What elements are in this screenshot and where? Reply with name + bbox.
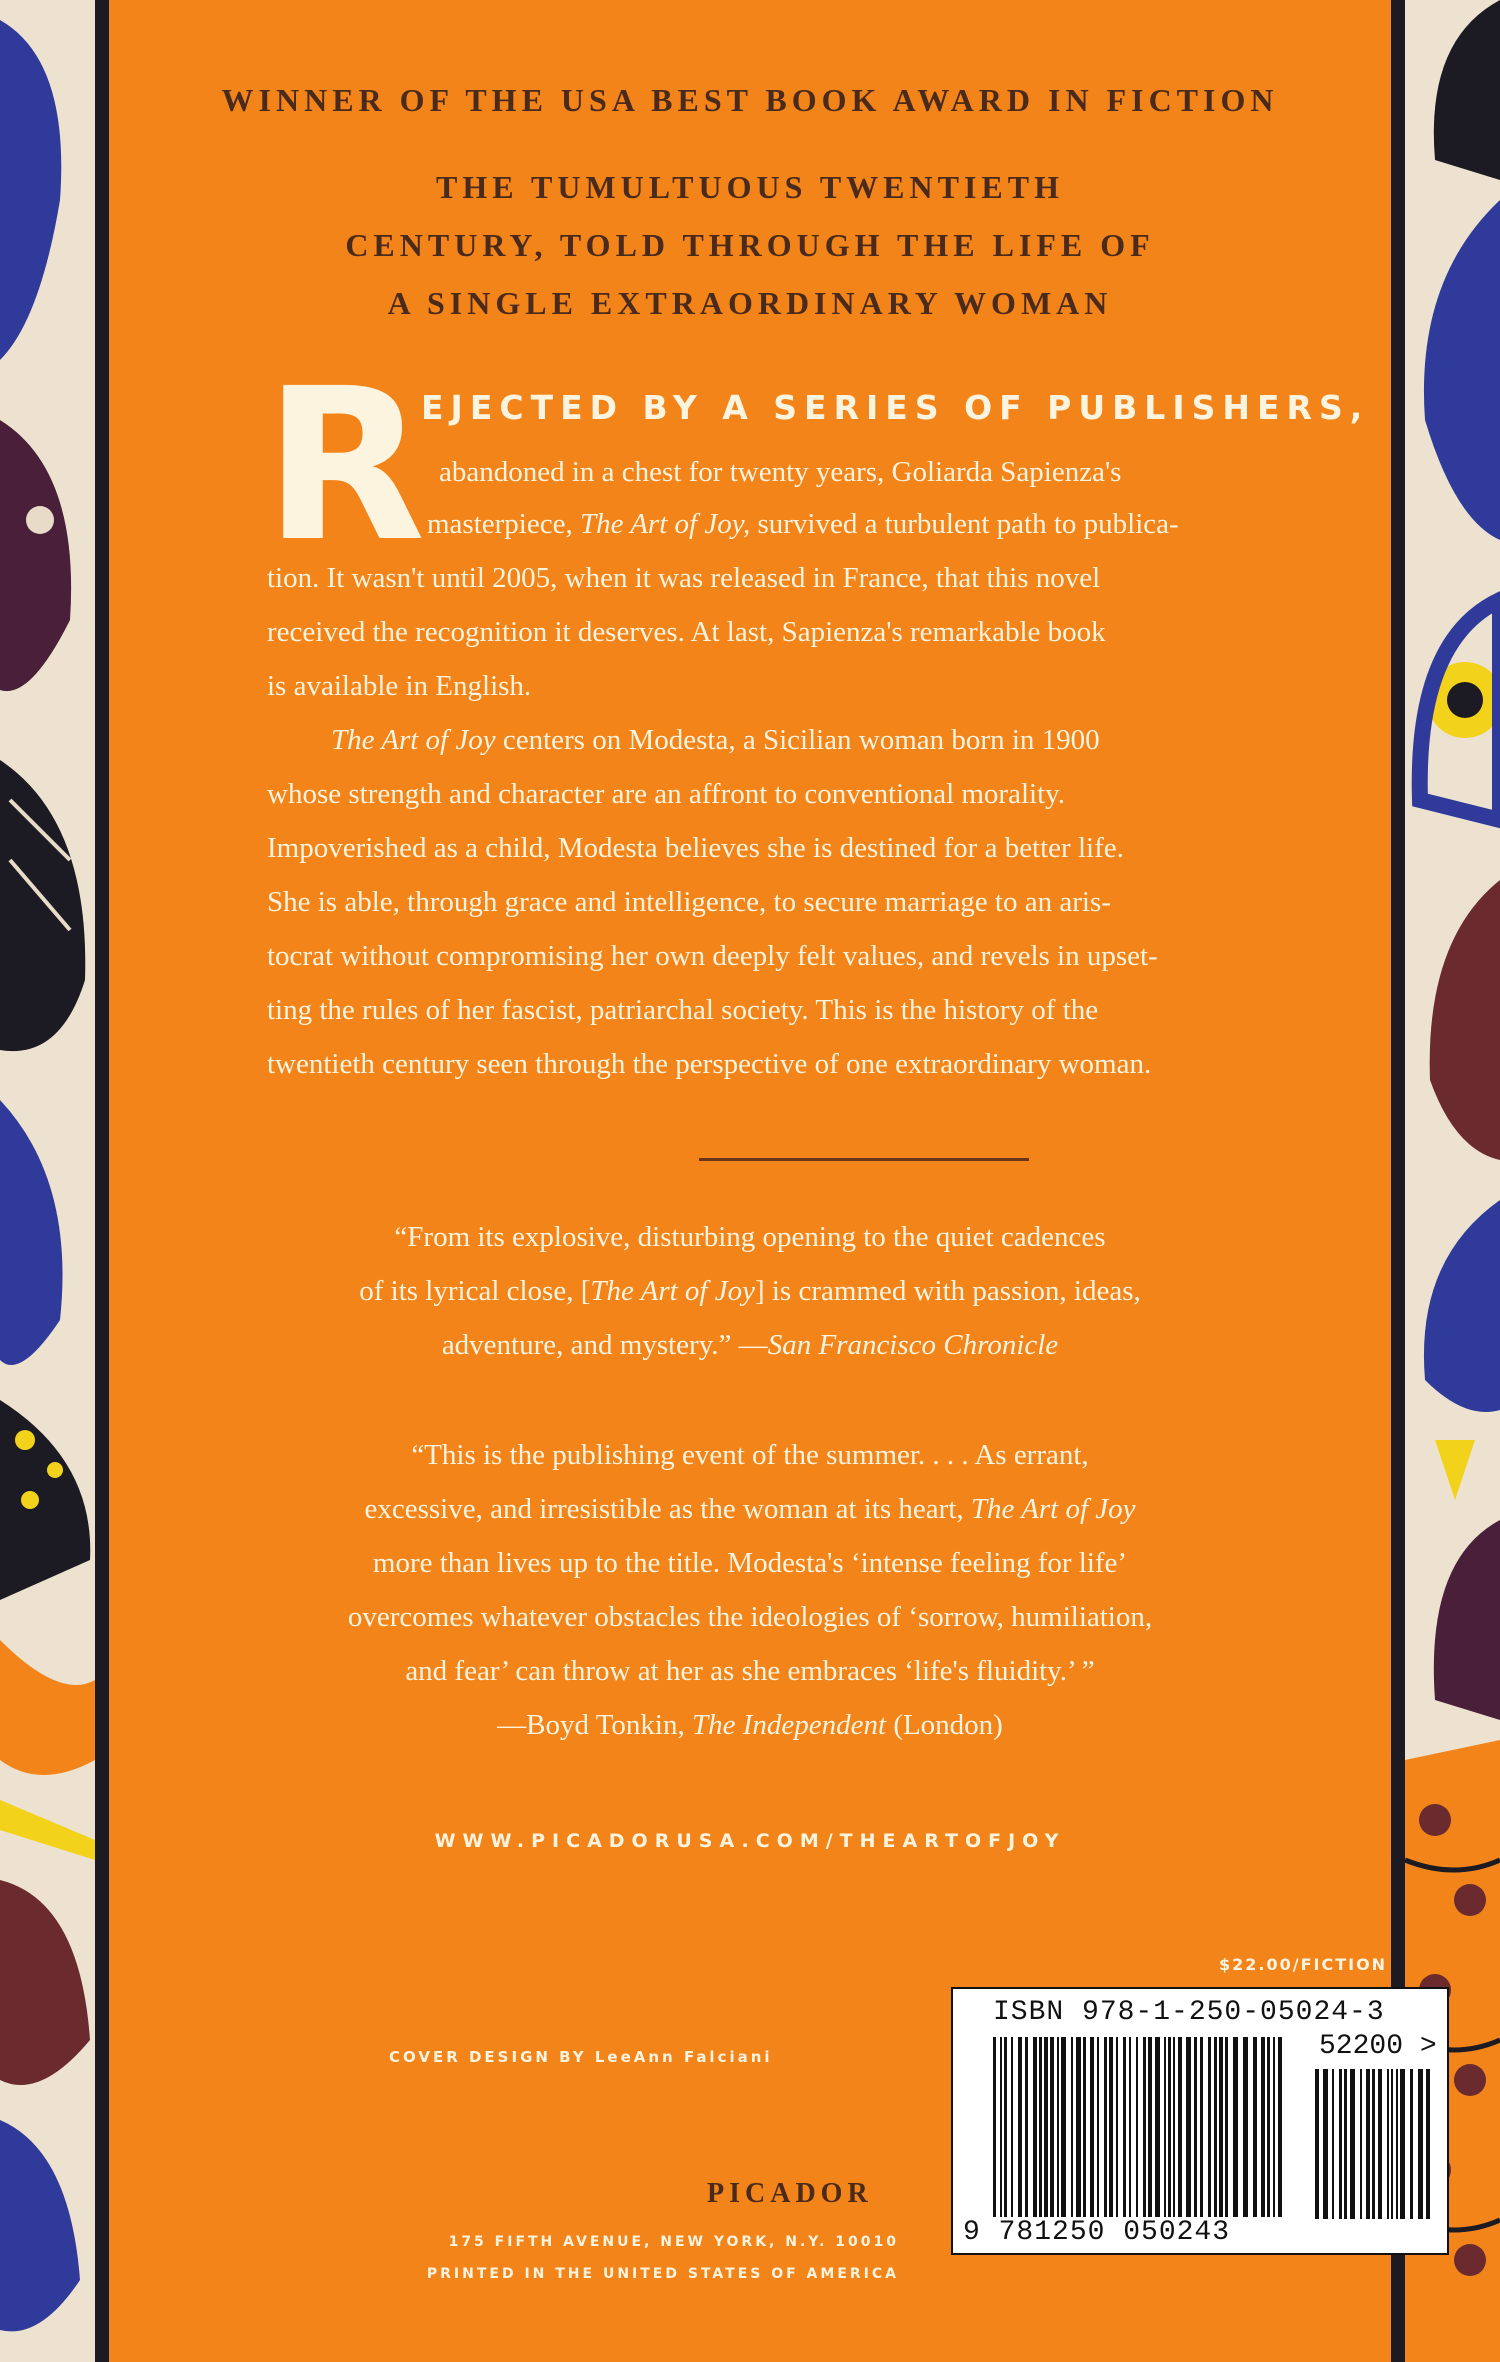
barcode-bar <box>1011 2037 1013 2217</box>
barcode-bar <box>1387 2069 1389 2219</box>
divider-rule <box>699 1158 1029 1161</box>
tagline-line: A SINGLE EXTRAORDINARY WOMAN <box>387 285 1113 321</box>
book-title: The Art of Joy, <box>579 508 751 540</box>
barcode-bar <box>1339 2069 1342 2219</box>
barcode-bar <box>1004 2037 1007 2217</box>
quote-line: of its lyrical close, [The Art of Joy] is crammed with passion, ideas, <box>359 1275 1141 1307</box>
tagline-line: CENTURY, TOLD THROUGH THE LIFE OF <box>345 227 1155 263</box>
barcode-bar <box>1083 2037 1086 2217</box>
barcode-bar <box>1410 2069 1413 2219</box>
barcode-bar <box>1061 2037 1066 2217</box>
barcode-bars <box>993 2037 1293 2217</box>
barcode-bar <box>1018 2037 1022 2217</box>
barcode-bar <box>1200 2037 1203 2217</box>
quote-line: and fear’ can throw at her as she embraces ‘life's fluidity.’ ” <box>405 1655 1095 1687</box>
barcode-bar <box>1057 2037 1059 2217</box>
barcode-bar <box>1000 2037 1002 2217</box>
left-decorative-strip <box>0 0 95 2362</box>
barcode-bar <box>1129 2037 1131 2217</box>
barcode-bar <box>1178 2037 1182 2217</box>
barcode-bar <box>1155 2037 1160 2217</box>
description-line: twentieth century seen through the perspective of one extraordinary woman. <box>267 1048 1152 1080</box>
barcode-bar <box>1418 2069 1423 2219</box>
barcode-bar <box>1426 2069 1430 2219</box>
barcode-bar <box>1366 2069 1370 2219</box>
barcode-bar <box>1050 2037 1054 2217</box>
printed-in-line: PRINTED IN THE UNITED STATES OF AMERICA <box>426 2266 899 2282</box>
barcode-bar <box>1360 2069 1362 2219</box>
barcode-number: 9 781250 050243 <box>963 2217 1231 2248</box>
description-line: tocrat without compromising her own deeply felt values, and revels in upset- <box>267 940 1158 972</box>
tagline <box>109 158 1391 332</box>
barcode-bar <box>1194 2037 1197 2217</box>
barcode-bar <box>1109 2037 1113 2217</box>
barcode-bar <box>1344 2069 1347 2219</box>
floral-pattern-left <box>0 0 95 2362</box>
barcode-bar <box>1278 2037 1282 2217</box>
publisher-name: PICADOR <box>707 2178 873 2209</box>
barcode-bar <box>1243 2037 1248 2217</box>
barcode-bar <box>1173 2037 1175 2217</box>
quote-line: more than lives up to the title. Modesta's ‘intense feeling for life’ <box>372 1547 1128 1579</box>
tagline-line: THE TUMULTUOUS TWENTIETH <box>435 169 1064 205</box>
publisher-address: 175 FIFTH AVENUE, NEW YORK, N.Y. 10010 <box>448 2234 899 2250</box>
price-label: $22.00/FICTION <box>1219 1955 1388 1974</box>
barcode-bar <box>1186 2037 1191 2217</box>
description-line: Impoverished as a child, Modesta believes she is destined for a better life. <box>267 832 1124 864</box>
barcode-bar <box>1315 2069 1319 2219</box>
barcode-bar <box>1164 2037 1166 2217</box>
isbn-barcode <box>951 1987 1449 2255</box>
description-line: tion. It wasn't until 2005, when it was released in France, that this novel <box>267 562 1101 594</box>
barcode-bar <box>1039 2037 1042 2217</box>
barcode-bar <box>1323 2069 1328 2219</box>
description-line: ting the rules of her fascist, patriarchal society. This is the history of the <box>267 994 1099 1026</box>
quote-source: The Independent <box>691 1709 887 1741</box>
barcode-bar <box>1332 2069 1334 2219</box>
barcode-bar <box>1391 2069 1393 2219</box>
description-line: is available in English. <box>267 670 532 702</box>
barcode-bar <box>1253 2037 1257 2217</box>
barcode-bar <box>1400 2069 1405 2219</box>
barcode-bar <box>1116 2037 1118 2217</box>
barcode-bar <box>1219 2037 1223 2217</box>
website-url: WWW.PICADORUSA.COM/THEARTOFJOY <box>434 1830 1066 1852</box>
barcode-bar <box>1148 2037 1152 2217</box>
barcode-bar <box>1273 2037 1275 2217</box>
description-line: whose strength and character are an affront to conventional morality. <box>267 778 1065 810</box>
description-line: The Art of Joy centers on Modesta, a Sicilian woman born in 1900 <box>331 724 1100 756</box>
quote-line: “From its explosive, disturbing opening to the quiet cadences <box>394 1221 1106 1253</box>
addon-barcode-bars <box>1315 2069 1435 2219</box>
barcode-bar <box>1208 2037 1211 2217</box>
barcode-bar <box>1225 2037 1228 2217</box>
barcode-bar <box>1033 2037 1037 2217</box>
barcode-bar <box>1044 2037 1048 2217</box>
book-title: The Art of Joy <box>331 724 496 756</box>
quote-line: adventure, and mystery.” —San Francisco Chronicle <box>441 1329 1059 1361</box>
back-cover-panel <box>95 0 1437 2362</box>
description-line: received the recognition it deserves. At last, Sapienza's remarkable book <box>267 616 1106 648</box>
barcode-bar <box>1071 2037 1073 2217</box>
barcode-bar <box>993 2037 996 2217</box>
lead-in-text: EJECTED BY A SERIES OF PUBLISHERS, <box>421 388 1370 427</box>
barcode-bar <box>1233 2037 1238 2217</box>
barcode-bar <box>1136 2037 1138 2217</box>
barcode-bar <box>1261 2037 1265 2217</box>
barcode-bar <box>1378 2069 1382 2219</box>
quote-source: San Francisco Chronicle <box>767 1329 1059 1361</box>
barcode-bar <box>1104 2037 1107 2217</box>
barcode-bar <box>1076 2037 1081 2217</box>
review-quote-2 <box>109 1428 1391 1752</box>
quote-line: excessive, and irresistible as the woman at its heart, The Art of Joy <box>364 1493 1136 1525</box>
description-line: She is able, through grace and intelligence, to secure marriage to an aris- <box>267 886 1111 918</box>
description-line: abandoned in a chest for twenty years, Goliarda Sapienza's <box>439 456 1122 488</box>
review-quote-1 <box>109 1210 1391 1372</box>
barcode-bar <box>1097 2037 1099 2217</box>
cover-design-credit: COVER DESIGN BY LeeAnn Falciani <box>389 2048 773 2066</box>
barcode-bar <box>1090 2037 1094 2217</box>
barcode-bar <box>1143 2037 1146 2217</box>
barcode-bar <box>1214 2037 1217 2217</box>
drop-cap: R <box>264 343 426 588</box>
barcode-bar <box>1350 2069 1355 2219</box>
isbn-label: ISBN 978-1-250-05024-3 <box>993 1997 1385 2028</box>
quote-line: —Boyd Tonkin, The Independent (London) <box>497 1709 1003 1741</box>
price-code: 52200 > <box>1319 2031 1437 2062</box>
quote-line: overcomes whatever obstacles the ideologies of ‘sorrow, humiliation, <box>347 1601 1153 1633</box>
barcode-bar <box>1267 2037 1270 2217</box>
barcode-bar <box>1025 2037 1028 2217</box>
barcode-bar <box>1168 2037 1171 2217</box>
quote-line: “This is the publishing event of the summer. . . . As errant, <box>411 1439 1089 1471</box>
award-banner: WINNER OF THE USA BEST BOOK AWARD IN FICTION <box>221 82 1279 118</box>
barcode-bar <box>1123 2037 1126 2217</box>
barcode-bar <box>1396 2069 1398 2219</box>
barcode-bar <box>1372 2069 1375 2219</box>
description-line: masterpiece, The Art of Joy, survived a turbulent path to publica- <box>427 508 1179 540</box>
